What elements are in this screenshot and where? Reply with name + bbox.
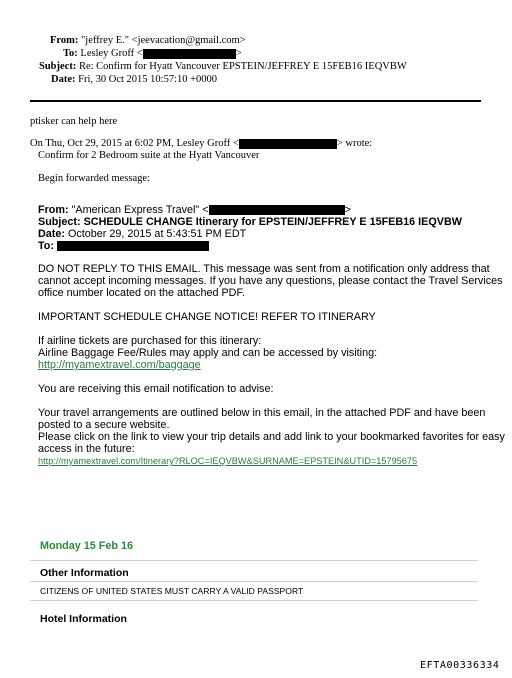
- header-to: To: Lesley Groff < >: [63, 48, 242, 59]
- section-divider: [30, 600, 478, 601]
- header-from: From: "jeffrey E." <jeevacation@gmail.com>: [50, 35, 246, 46]
- body-p5-line3: Please click on the link to view your trip details and add link to your bookmarked favorites for easy: [38, 431, 505, 443]
- body-p2: IMPORTANT SCHEDULE CHANGE NOTICE! REFER TO ITINERARY: [38, 311, 376, 323]
- fwd-date: Date: October 29, 2015 at 5:43:51 PM EDT: [38, 228, 247, 240]
- body-p5-line2: posted to a secure website.: [38, 419, 170, 431]
- other-info-heading: Other Information: [40, 567, 129, 579]
- header-subject: Subject: Re: Confirm for Hyatt Vancouver EPSTEIN/JEFFREY E 15FEB16 IEQVBW: [39, 61, 407, 72]
- baggage-link[interactable]: http://myamextravel.com/baggage: [38, 359, 201, 371]
- redaction-bar: [209, 205, 345, 215]
- fwd-subject: Subject: SCHEDULE CHANGE Itinerary for EPSTEIN/JEFFREY E 15FEB16 IEQVBW: [38, 216, 462, 228]
- body-p5-line1: Your travel arrangements are outlined below in this email, in the attached PDF and have been: [38, 407, 486, 419]
- redaction-bar: [239, 139, 337, 149]
- redaction-bar: [143, 49, 236, 59]
- quoted-line: Confirm for 2 Bedroom suite at the Hyatt Vancouver: [38, 150, 260, 161]
- section-divider: [30, 581, 478, 582]
- document-id: EFTA00336334: [420, 660, 500, 671]
- hotel-info-heading: Hotel Information: [40, 613, 127, 625]
- itinerary-link[interactable]: http://myamextravel.com/Itinerary?RLOC=IEQVBW&SURNAME=EPSTEIN&UTID=15795675: [38, 456, 418, 466]
- fwd-from: From: "American Express Travel" < >: [38, 204, 351, 216]
- header-divider: [30, 100, 481, 102]
- other-info-text: CITIZENS OF UNITED STATES MUST CARRY A VALID PASSPORT: [40, 586, 304, 596]
- body-p5-line4: access in the future:: [38, 443, 135, 455]
- body-p3-line2: Airline Baggage Fee/Rules may apply and can be accessed by visiting:: [38, 347, 378, 359]
- day-heading: Monday 15 Feb 16: [40, 540, 134, 552]
- section-divider: [30, 560, 478, 561]
- reply-body: ptisker can help here: [30, 116, 118, 127]
- body-p4: You are receiving this email notification to advise:: [38, 383, 274, 395]
- quote-intro: On Thu, Oct 29, 2015 at 6:02 PM, Lesley Groff < > wrote:: [30, 138, 373, 149]
- body-p1-line3: office number located on the attached PDF.: [38, 287, 245, 299]
- redaction-bar: [57, 241, 209, 251]
- forwarded-label: Begin forwarded message:: [38, 173, 150, 184]
- header-date: Date: Fri, 30 Oct 2015 10:57:10 +0000: [51, 74, 218, 85]
- body-p3-line1: If airline tickets are purchased for this itinerary:: [38, 335, 262, 347]
- fwd-to: To:: [38, 240, 209, 252]
- body-p1-line1: DO NOT REPLY TO THIS EMAIL. This message was sent from a notification only address that: [38, 263, 490, 275]
- body-p1-line2: cannot accept incoming messages. If you have any questions, please contact the Travel Services: [38, 275, 503, 287]
